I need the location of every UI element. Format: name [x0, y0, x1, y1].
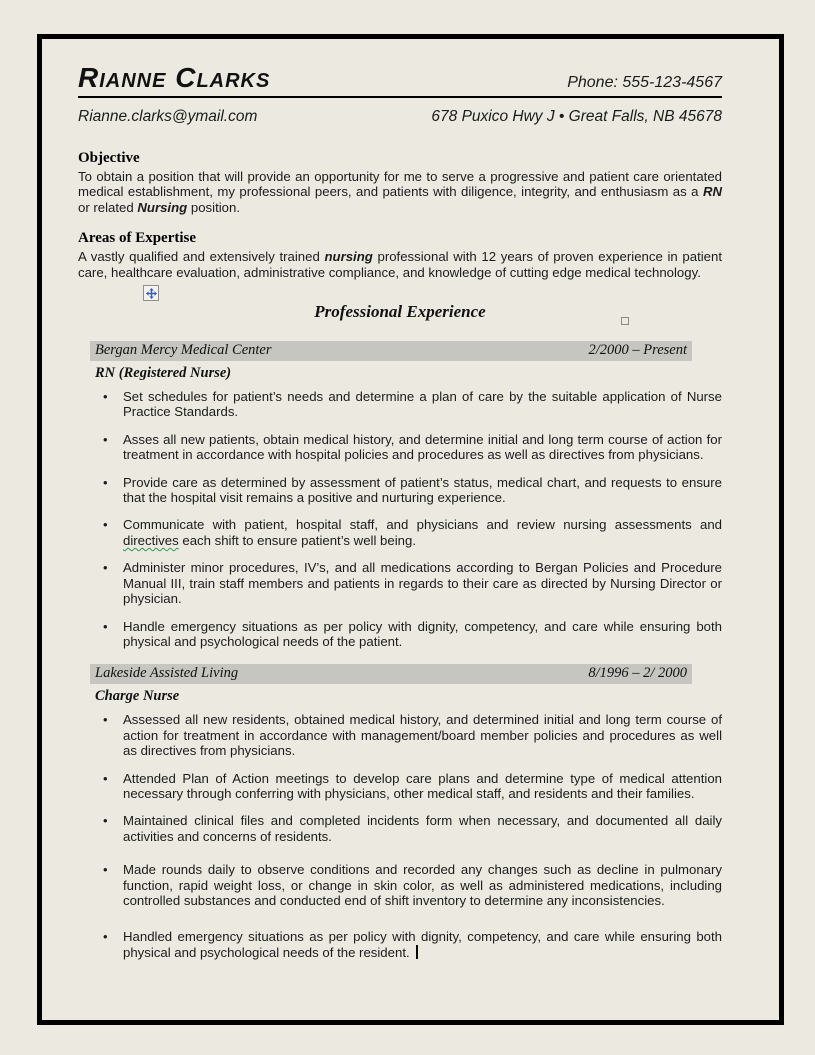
- text-segment: professional with 12 years of proven experience in patient care, healthcare evaluation, administrative compliance, and knowledge of cutting edge medical technology.: [78, 249, 722, 280]
- text-segment: nursing: [324, 249, 373, 265]
- text-segment: each shift to ensure patient’s well being.: [178, 532, 416, 548]
- list-item: [123, 517, 722, 548]
- list-item: [123, 712, 722, 758]
- job-dates: 8/1996 – 2/ 2000: [588, 665, 687, 682]
- objective-heading: Objective: [78, 150, 140, 166]
- bullet-list: [78, 389, 722, 649]
- list-item: [123, 862, 722, 908]
- text-segment: Provide care as determined by assessment of patient’s status, medical chart, and requests to ensure that the hospital visit remains a positive and nurturing experience.: [123, 474, 722, 506]
- expertise-text: [78, 249, 722, 280]
- list-item: [123, 560, 722, 606]
- text-segment: Handled emergency situations as per policy with dignity, competency, and care while ensuring both physical and psychological needs of the resident.: [123, 929, 722, 960]
- list-item: [123, 619, 722, 650]
- job-header-bar: [90, 341, 692, 361]
- text-segment: To obtain a position that will provide an opportunity for me to serve a progressive and patient care orientated medical establishment, my professional peers, and patients with diligence, integrity, and enthusiasm as a: [78, 169, 722, 200]
- expertise-section: [78, 230, 722, 280]
- employer-name: Bergan Mercy Medical Center: [95, 342, 272, 359]
- job-title: RN (Registered Nurse): [95, 365, 232, 382]
- job-section-lakeside: [78, 664, 722, 960]
- list-item: [123, 432, 722, 463]
- list-item: [123, 475, 722, 506]
- four-arrows-glyph: [146, 288, 157, 299]
- text-segment: Maintained clinical files and completed incidents form when necessary, and documented all daily activities and concerns of residents.: [123, 813, 722, 844]
- job-section-bergan: [78, 341, 722, 649]
- list-item: [123, 771, 722, 802]
- email-text: Rianne.clarks@ymail.com: [78, 108, 258, 125]
- text-segment: Set schedules for patient’s needs and determine a plan of care by the suitable application of Nurse Practice Standards.: [123, 389, 722, 420]
- experience-heading: Professional Experience: [314, 302, 486, 322]
- objective-section: [78, 150, 722, 215]
- employer-name: Lakeside Assisted Living: [95, 665, 239, 682]
- list-item: [123, 813, 722, 844]
- list-item: [123, 389, 722, 420]
- resume-header: [78, 63, 722, 126]
- address-text: 678 Puxico Hwy J • Great Falls, NB 45678: [431, 108, 722, 125]
- job-dates: 2/2000 – Present: [588, 342, 687, 359]
- text-segment: Attended Plan of Action meetings to develop care plans and determine type of medical attention necessary through conferring with physicians, other medical staff, and residents and their families.: [123, 770, 722, 801]
- text-segment: Assessed all new residents, obtained medical history, and determined initial and long term course of action for treatment in accordance with management/board member policies and procedures as well as directives from physicians.: [123, 712, 722, 759]
- table-move-handle-icon[interactable]: [143, 285, 159, 301]
- text-segment: RN: [702, 184, 722, 200]
- text-cursor: [416, 945, 418, 959]
- text-segment: directives: [123, 532, 179, 548]
- bullet-list: [78, 712, 722, 960]
- text-segment: Communicate with patient, hospital staff, and physicians and review nursing assessments and: [123, 517, 722, 533]
- expertise-heading: Areas of Expertise: [78, 230, 197, 247]
- header-rule: [78, 96, 722, 98]
- text-segment: A vastly qualified and extensively trained: [78, 249, 325, 265]
- text-segment: Asses all new patients, obtain medical history, and determine initial and long term course of action for treatment in accordance with hospital policies and procedures as well as directives from physicians.: [123, 431, 722, 463]
- text-segment: or related: [78, 199, 138, 215]
- text-segment: Made rounds daily to observe conditions and recorded any changes such as decline in pulmonary function, rapid weight loss, or change in skin color, as well as administered medications, including controlled substances and conducted end of shift inventory to determine any inconsistencies.: [123, 862, 722, 908]
- text-segment: Handle emergency situations as per policy with dignity, competency, and care while ensuring both physical and psychological needs of the patient.: [123, 618, 722, 649]
- job-title: Charge Nurse: [95, 688, 180, 705]
- list-item: [123, 929, 722, 960]
- job-header-bar: [90, 664, 692, 684]
- text-segment: Nursing: [137, 199, 188, 215]
- page-content: [42, 39, 779, 960]
- objective-text: [78, 169, 722, 215]
- text-segment: position.: [187, 199, 241, 215]
- candidate-name: Rianne Clarks: [78, 62, 271, 93]
- resume-page: [37, 34, 784, 1025]
- text-segment: Administer minor procedures, IV’s, and all medications according to Bergan Policies and Procedure Manual III, train staff members and patients in regards to their care as directed by Nursing Director or physician.: [123, 560, 722, 607]
- phone-text: Phone: 555-123-4567: [567, 74, 722, 91]
